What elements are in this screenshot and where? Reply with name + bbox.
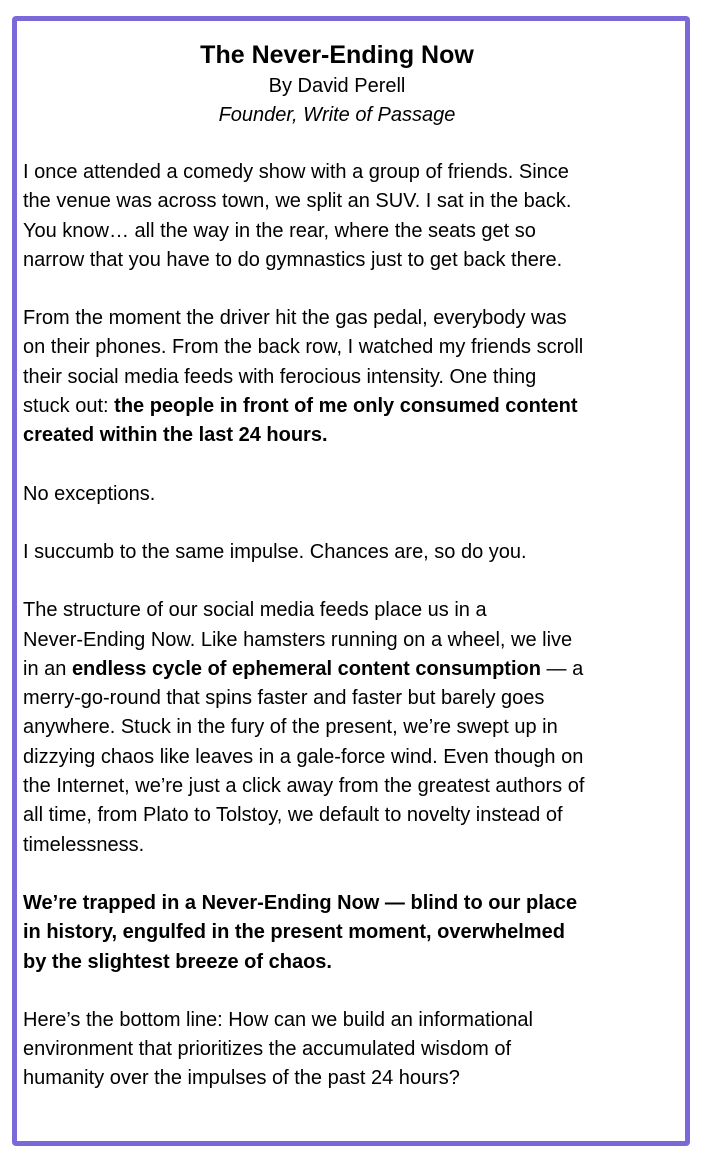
author-byline: By David Perell [268,75,406,97]
paragraph-bold-text: endless cycle of ephemeral content consumption [71,657,541,680]
paragraph-bottom-line [23,1006,651,1094]
paragraph-impulse [23,538,651,567]
paragraph-no-exceptions [23,480,651,509]
paragraph-bold-text: We’re trapped in a Never-Ending Now — blind to our place in history, engulfed in the present moment, overwhelmed by the slightest breeze of chaos. [23,891,578,973]
paragraph-text: The structure of our social media feeds place us in a Never-Ending Now. Like hamsters running on a wheel, we live in an [23,599,573,680]
paragraph-phones [23,304,651,450]
document-title: The Never-Ending Now [200,41,474,69]
document-content [23,38,651,1123]
paragraph-text: I once attended a comedy show with a group of friends. Since the venue was across town, we split an SUV. I sat in the back. You know… all the way in the rear, where the seats get so narrow that you have to do gymnastics just to get back there. [23,161,572,271]
paragraph-bold-text: the people in front of me only consumed content created within the last 24 hours. [23,395,578,447]
paragraph-text: From the moment the driver hit the gas pedal, everybody was on their phones. From the back row, I watched my friends scroll their social media feeds with ferocious intensity. One thing stuck out: [23,307,584,418]
paragraph-trapped [23,889,651,977]
paragraph-text: No exceptions. [23,482,156,505]
paragraph-text: I succumb to the same impulse. Chances are, so do you. [23,540,527,563]
paragraph-comedy-show [23,158,651,275]
paragraph-text: Here’s the bottom line: How can we build an informational environment that prioritizes the accumulated wisdom of humanity over the impulses of the past 24 hours? [23,1008,533,1090]
document-header [23,38,651,130]
author-role: Founder, Write of Passage [218,104,456,126]
paragraph-structure [23,596,651,860]
paragraph-text: — a merry-go-round that spins faster and faster but barely goes anywhere. Stuck in the fury of the present, we’re swept up in dizzying chaos like leaves in a gale-force wind. Even though on the Internet, we’re just a click away from the greatest authors of all time, from Plato to Tolstoy, we default to novelty instead of timelessness. [23,657,585,856]
